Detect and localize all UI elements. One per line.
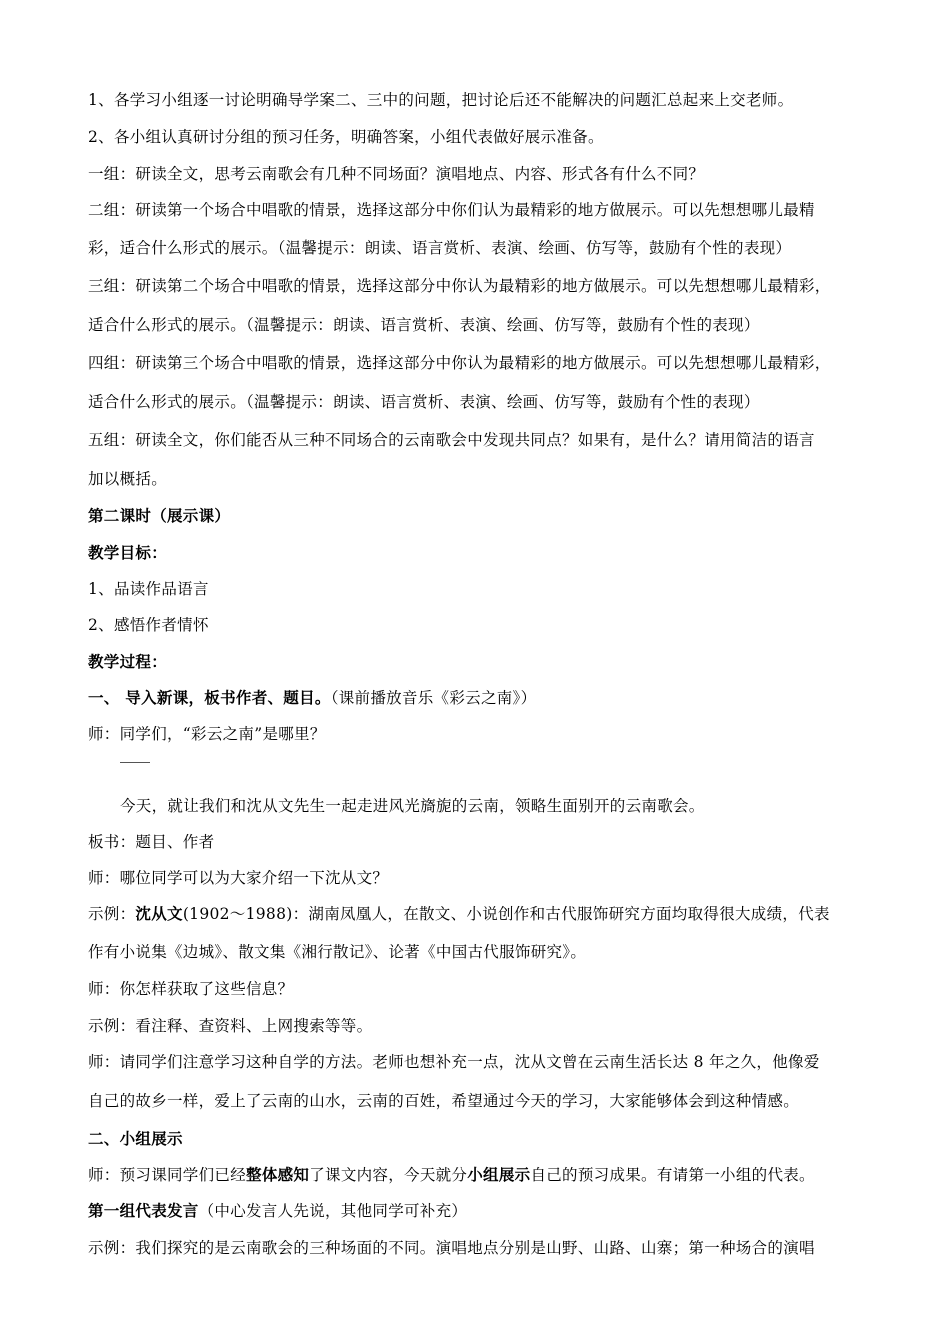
bold-text: 一、 导入新课，板书作者、题目。 — [88, 688, 331, 707]
answer-blank-line — [120, 762, 150, 763]
text-line: 板书：题目、作者 — [88, 833, 215, 851]
plain-text: 示例： — [88, 905, 136, 923]
plain-text: 师：预习课同学们已经 — [88, 1166, 247, 1184]
text-line: 一组：研读全文，思考云南歌会有几种不同场面？演唱地点、内容、形式各有什么不同？ — [88, 165, 705, 183]
text-line: 示例：我们探究的是云南歌会的三种场面的不同。演唱地点分别是山野、山路、山寨；第一种场合的演唱 — [88, 1239, 815, 1257]
text-line — [88, 1201, 467, 1221]
text-line — [88, 688, 536, 708]
text-line: 1、各学习小组逐一讨论明确导学案二、三中的问题，把讨论后还不能解决的问题汇总起来上交老师。 — [88, 91, 794, 109]
plain-text: （中心发言人先说，其他同学可补充） — [198, 1202, 468, 1220]
text-line: 加以概括。 — [88, 470, 168, 488]
text-line: 作有小说集《边城》、散文集《湘行散记》、论著《中国古代服饰研究》。 — [88, 943, 587, 961]
text-line: 二组：研读第一个场合中唱歌的情景，选择这部分中你们认为最精彩的地方做展示。可以先想想哪儿最精 — [88, 201, 815, 219]
text-line: 四组：研读第三个场合中唱歌的情景，选择这部分中你认为最精彩的地方做展示。可以先想想哪儿最精彩， — [88, 354, 831, 372]
text-line: 适合什么形式的展示。（温馨提示：朗读、语言赏析、表演、绘画、仿写等，鼓励有个性的表现） — [88, 316, 760, 334]
text-line: 自己的故乡一样，爱上了云南的山水，云南的百姓，希望通过今天的学习，大家能够体会到这种情感。 — [88, 1092, 800, 1110]
text-line: 2、各小组认真研讨分组的预习任务，明确答案，小组代表做好展示准备。 — [88, 128, 604, 146]
bold-text: 沈从文 — [135, 904, 183, 923]
bold-text: 小组展示 — [467, 1165, 531, 1184]
text-line: 三组：研读第二个场合中唱歌的情景，选择这部分中你认为最精彩的地方做展示。可以先想想哪儿最精彩， — [88, 277, 831, 295]
text-line: 师：请同学们注意学习这种自学的方法。老师也想补充一点，沈从文曾在云南生活长达 8 年之久，他像爱 — [88, 1053, 820, 1071]
text-line: 今天，就让我们和沈从文先生一起走进风光旖旎的云南，领略生面别开的云南歌会。 — [120, 797, 705, 815]
text-line — [88, 1165, 815, 1185]
text-line: 五组：研读全文，你们能否从三种不同场合的云南歌会中发现共同点？如果有，是什么？请用简洁的语言 — [88, 431, 815, 449]
plain-text: 自己的预习成果。有请第一小组的代表。 — [530, 1166, 815, 1184]
text-line: 2、感悟作者情怀 — [88, 616, 209, 634]
text-line: 适合什么形式的展示。（温馨提示：朗读、语言赏析、表演、绘画、仿写等，鼓励有个性的表现） — [88, 393, 760, 411]
plain-text: (1902～1988)：湖南凤凰人，在散文、小说创作和古代服饰研究方面均取得很大成绩，代表 — [182, 905, 830, 923]
text-line: 彩，适合什么形式的展示。（温馨提示：朗读、语言赏析、表演、绘画、仿写等，鼓励有个性的表现） — [88, 239, 792, 257]
plain-text: 了课文内容，今天就分 — [309, 1166, 468, 1184]
text-line: 示例：看注释、查资料、上网搜索等等。 — [88, 1017, 373, 1035]
plain-text: （课前播放音乐《彩云之南》） — [330, 689, 537, 707]
section-heading: 二、小组展示 — [88, 1129, 183, 1148]
bold-text: 第一组代表发言 — [88, 1201, 199, 1220]
section-heading: 第二课时（展示课） — [88, 506, 231, 525]
text-line: 师：同学们，“彩云之南”是哪里？ — [88, 725, 326, 743]
text-line — [88, 904, 830, 924]
text-line: 1、品读作品语言 — [88, 580, 209, 598]
section-heading: 教学过程： — [88, 652, 168, 671]
text-line: 师：你怎样获取了这些信息？ — [88, 980, 294, 998]
section-heading: 教学目标： — [88, 543, 168, 562]
bold-text: 整体感知 — [246, 1165, 310, 1184]
text-line: 师：哪位同学可以为大家介绍一下沈从文？ — [88, 869, 389, 887]
